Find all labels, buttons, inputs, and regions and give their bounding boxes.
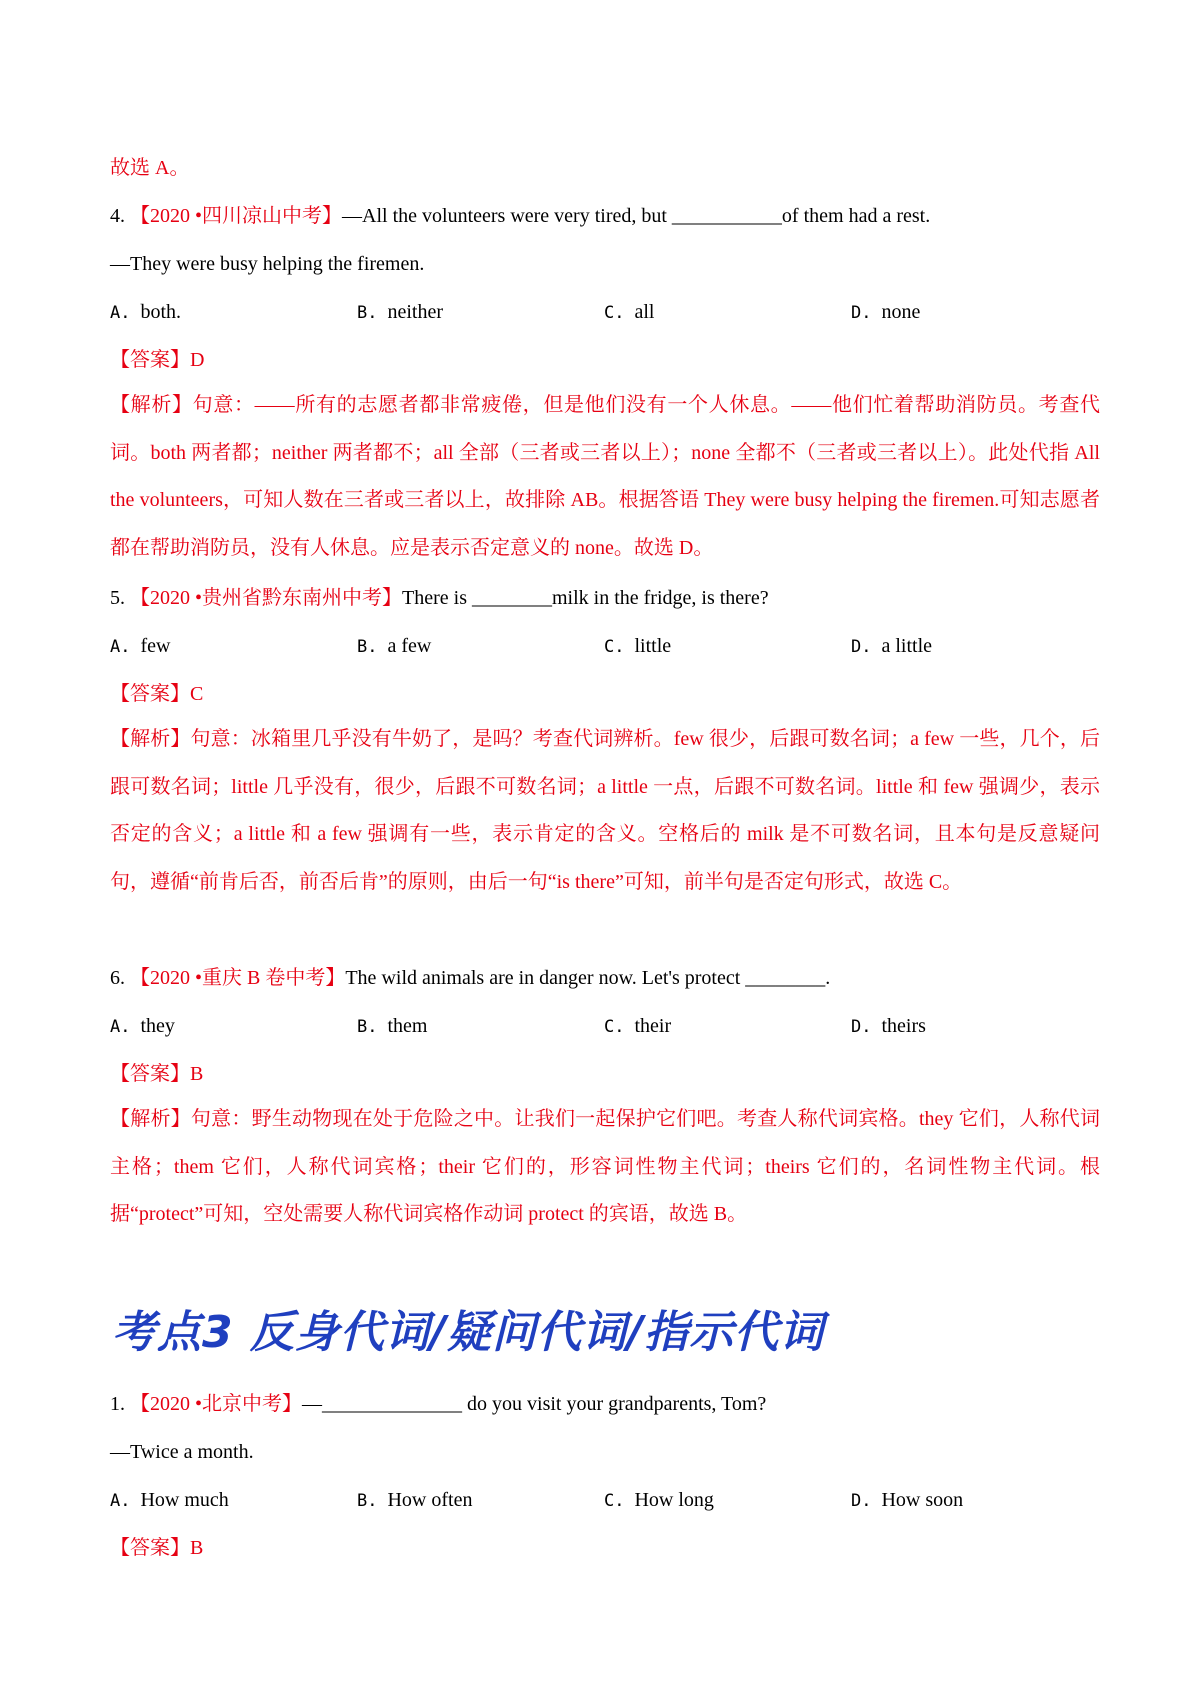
option-b: B. How often	[357, 1489, 473, 1511]
section3-question-1-options	[110, 1486, 1110, 1514]
section-heading: 考点3 反身代词/疑问代词/指示代词	[112, 1307, 825, 1358]
question-4-options	[110, 298, 1110, 326]
option-c: C. How long	[604, 1489, 714, 1511]
question-text: The wild animals are in danger now. Let's protect ________.	[345, 967, 831, 989]
question-number: 4.	[110, 205, 125, 227]
option-d: D. none	[851, 301, 921, 323]
option-a: A. few	[110, 635, 171, 657]
section3-question-1-reply: —Twice a month.	[110, 1441, 254, 1463]
question-5-analysis: 【解析】句意：冰箱里几乎没有牛奶了，是吗？考查代词辨析。few 很少，后跟可数名词；a few 一些，几个，后跟可数名词；little 几乎没有，很少，后跟不可数名词；a little 一点，后跟不可数名词。little 和 few 强调少，表示否定的含义；a little 和 a few 强调有一些，表示肯定的含义。空格后的 milk 是不可数名词，且本句是反意疑问句，遵循“前肯后否，前否后肯”的原则，由后一句“is there”可知，前半句是否定句形式，故选 C。	[110, 728, 1100, 893]
question-number: 6.	[110, 967, 125, 989]
option-a: A. they	[110, 1015, 175, 1037]
question-5-answer: 【答案】C	[110, 683, 204, 705]
question-text: —All the volunteers were very tired, but ___________of them had a rest.	[342, 205, 931, 227]
question-4-stem	[110, 202, 930, 230]
option-a: A. How much	[110, 1489, 229, 1511]
option-d: D. How soon	[851, 1489, 964, 1511]
question-6-analysis: 【解析】句意：野生动物现在处于危险之中。让我们一起保护它们吧。考查人称代词宾格。they 它们，人称代词主格；them 它们，人称代词宾格；their 它们的，形容词性物主代词；theirs 它们的，名词性物主代词。根据“protect”可知，空处需要人称代词宾格作动词 protect 的宾语，故选 B。	[110, 1108, 1100, 1226]
option-b: B. neither	[357, 301, 444, 323]
option-b: B. them	[357, 1015, 428, 1037]
question-4-answer: 【答案】D	[110, 349, 205, 371]
previous-conclusion: 故选 A。	[110, 157, 190, 179]
option-b: B. a few	[357, 635, 432, 657]
question-text: —______________ do you visit your grandparents, Tom?	[302, 1393, 767, 1415]
option-c: C. little	[604, 635, 672, 657]
question-4-analysis: 【解析】句意：——所有的志愿者都非常疲倦，但是他们没有一个人休息。——他们忙着帮助消防员。考查代词。both 两者都；neither 两者都不；all 全部（三者或三者以上）；none 全都不（三者或三者以上）。此处代指 All the volunteers，可知人数在三者或三者以上，故排除 AB。根据答语 They were busy helping the firemen.可知志愿者都在帮助消防员，没有人休息。应是表示否定意义的 none。故选 D。	[110, 394, 1100, 559]
question-source: 【2020 •北京中考】	[130, 1393, 303, 1415]
question-5-stem	[110, 584, 769, 612]
question-6-stem	[110, 964, 830, 992]
question-text: There is ________milk in the fridge, is there?	[402, 587, 769, 609]
section3-question-1-answer: 【答案】B	[110, 1537, 204, 1559]
question-source: 【2020 •重庆 B 卷中考】	[130, 967, 346, 989]
question-source: 【2020 •贵州省黔东南州中考】	[130, 587, 403, 609]
option-d: D. a little	[851, 635, 933, 657]
option-a: A. both.	[110, 301, 182, 323]
option-c: C. all	[604, 301, 655, 323]
question-source: 【2020 •四川凉山中考】	[130, 205, 343, 227]
question-number: 5.	[110, 587, 125, 609]
question-6-answer: 【答案】B	[110, 1063, 204, 1085]
question-5-options	[110, 632, 1110, 660]
option-d: D. theirs	[851, 1015, 926, 1037]
question-number: 1.	[110, 1393, 125, 1415]
question-6-options	[110, 1012, 1110, 1040]
option-c: C. their	[604, 1015, 672, 1037]
section3-question-1-stem	[110, 1390, 766, 1418]
question-4-reply: —They were busy helping the firemen.	[110, 253, 425, 275]
